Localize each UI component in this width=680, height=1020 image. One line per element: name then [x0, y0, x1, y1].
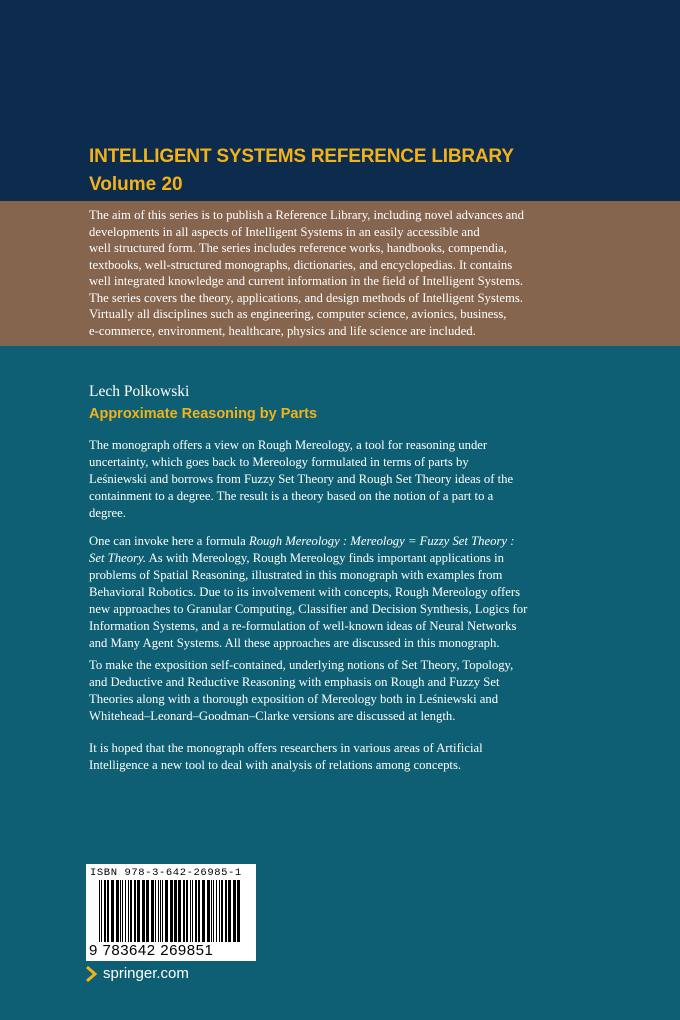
barcode-bar — [99, 880, 100, 942]
barcode-bar — [111, 880, 114, 942]
formula-text: Rough Mereology : Mereology = Fuzzy Set Theory : — [248, 534, 515, 548]
blurb-line — [89, 533, 679, 550]
barcode-bar — [107, 880, 109, 942]
header-band — [0, 0, 680, 201]
blurb-line: uncertainty, which goes back to Mereology formulated in terms of parts by — [89, 455, 469, 469]
blurb-line: and Deductive and Reductive Reasoning with emphasis on Rough and Fuzzy Set — [89, 675, 500, 689]
blurb-paragraph-2 — [89, 533, 679, 652]
barcode-bar — [174, 880, 177, 942]
barcode-bar — [146, 880, 149, 942]
formula-text: Set Theory. — [89, 551, 147, 565]
barcode-bar — [207, 880, 210, 942]
blurb-line: Theories along with a thorough exposition of Mereology both in Leśniewski and — [89, 692, 499, 706]
barcode-bar — [134, 880, 136, 942]
barcode-bars — [99, 880, 241, 942]
barcode-bar — [125, 880, 126, 942]
barcode-bar — [162, 880, 163, 942]
barcode-bar — [192, 880, 193, 942]
barcode-bar — [216, 880, 217, 942]
blurb-line: problems of Spatial Reasoning, illustrated in this monograph with examples from — [89, 568, 503, 582]
barcode-bar — [122, 880, 123, 942]
barcode-bar — [104, 880, 106, 942]
barcode-bar — [178, 880, 181, 942]
series-volume: Volume 20 — [89, 174, 183, 195]
series-description-line: e-commerce, environment, healthcare, physics and life science are included. — [89, 323, 476, 338]
barcode-bar — [170, 880, 173, 942]
series-description-line: The series covers the theory, applications, and design methods of Intelligent Systems. — [89, 290, 523, 305]
barcode-bar — [186, 880, 188, 942]
barcode-bar — [183, 880, 185, 942]
blurb-text: As with Mereology, Rough Mereology finds important applications in — [146, 551, 504, 565]
series-description-line: well integrated knowledge and current information in the field of Intelligent Systems. — [89, 274, 524, 288]
barcode-bar — [165, 880, 168, 942]
barcode-bar — [237, 880, 240, 942]
barcode-bar — [198, 880, 200, 942]
barcode-bar — [213, 880, 214, 942]
barcode-bar — [190, 880, 191, 942]
blurb-paragraph-4 — [89, 740, 679, 774]
blurb-line: degree. — [89, 506, 126, 520]
barcode-digits: 9 783642 269851 — [89, 942, 214, 959]
barcode-bar — [120, 880, 121, 942]
author-name: Lech Polkowski — [89, 383, 190, 400]
barcode-bar — [221, 880, 223, 942]
barcode-bar — [202, 880, 205, 942]
book-title: Approximate Reasoning by Parts — [89, 406, 318, 422]
blurb-line: Intelligence a new tool to deal with analysis of relations among concepts. — [89, 758, 462, 772]
barcode-bar — [195, 880, 197, 942]
barcode-bar — [101, 880, 102, 942]
barcode-bar — [137, 880, 140, 942]
blurb-paragraph-1 — [89, 437, 679, 522]
series-title: INTELLIGENT SYSTEMS REFERENCE LIBRARY — [89, 146, 514, 167]
isbn-label: ISBN 978-3-642-26985-1 — [90, 867, 242, 879]
barcode-bar — [155, 880, 156, 942]
barcode-bar — [128, 880, 129, 942]
blurb-line: It is hoped that the monograph offers researchers in various areas of Artificial — [89, 741, 483, 755]
blurb-line: Whitehead–Leonard–Goodman–Clarke versions are discussed at length. — [89, 709, 456, 723]
barcode-bar — [228, 880, 231, 942]
barcode-bar — [211, 880, 212, 942]
series-description-line: The aim of this series is to publish a Reference Library, including novel advances and — [89, 208, 524, 222]
blurb-line: new approaches to Granular Computing, Classifier and Decision Synthesis, Logics for — [89, 602, 528, 616]
blurb-line: Leśniewski and borrows from Fuzzy Set Theory and Rough Set Theory ideas of the — [89, 472, 514, 486]
barcode-bar — [142, 880, 145, 942]
barcode-bar — [151, 880, 154, 942]
series-description-line: textbooks, well-structured monographs, dictionaries, and encyclopedias. It contains — [89, 257, 513, 272]
blurb-line: To make the exposition self-contained, underlying notions of Set Theory, Topology, — [89, 658, 514, 672]
blurb-line: Behavioral Robotics. Due to its involvement with concepts, Rough Mereology offers — [89, 585, 521, 599]
series-description-line: well structured form. The series includes reference works, handbooks, compendia, — [89, 241, 507, 255]
blurb-paragraph-3 — [89, 657, 679, 725]
blurb-text: One can invoke here a formula — [89, 534, 249, 548]
springer-chevron-icon — [86, 966, 98, 982]
barcode-bar — [219, 880, 220, 942]
barcode-bar — [225, 880, 227, 942]
barcode-bar — [158, 880, 159, 942]
barcode-bar — [116, 880, 119, 942]
blurb-line: The monograph offers a view on Rough Mereology, a tool for reasoning under — [89, 438, 488, 452]
series-description-line: Virtually all disciplines such as engineering, computer science, avionics, business, — [89, 307, 507, 321]
barcode-bar — [130, 880, 132, 942]
barcode-bar — [160, 880, 161, 942]
series-description — [89, 207, 679, 339]
blurb-line: containment to a degree. The result is a theory based on the notion of a part to a — [89, 489, 494, 503]
blurb-line: Information Systems, and a re-formulation of well-known ideas of Neural Networks — [89, 619, 517, 633]
blurb-line — [89, 550, 679, 567]
series-description-line: developments in all aspects of Intelligent Systems in an easily accessible and — [89, 224, 480, 239]
blurb-line: and Many Agent Systems. All these approaches are discussed in this monograph. — [89, 636, 500, 650]
isbn-barcode — [86, 864, 256, 961]
publisher-link[interactable] — [86, 963, 189, 985]
publisher-url: springer.com — [103, 965, 189, 982]
barcode-bar — [233, 880, 236, 942]
